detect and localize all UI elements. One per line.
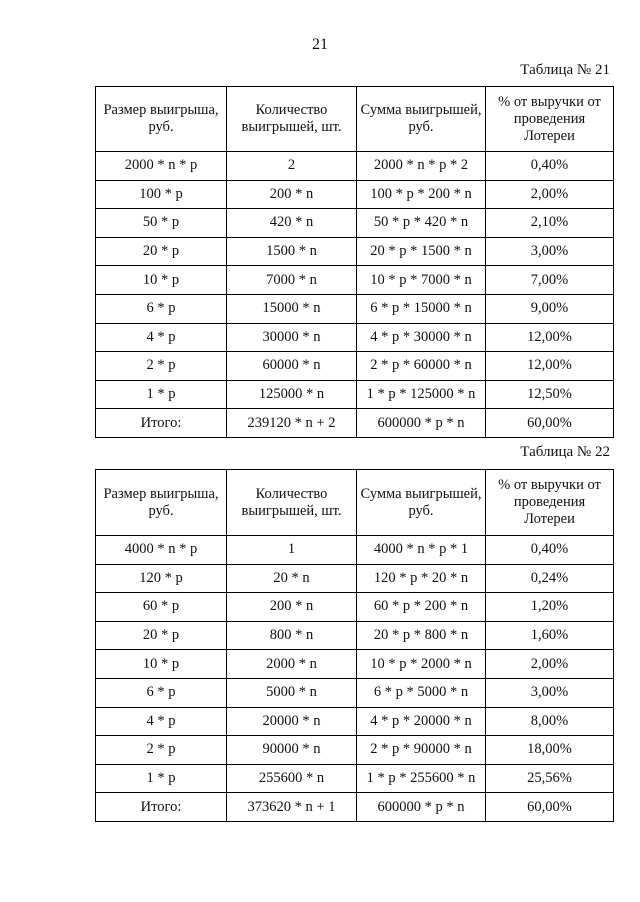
cell-prize-sum: 100 * p * 200 * n (357, 180, 486, 209)
cell-prize-sum: 6 * p * 15000 * n (357, 294, 486, 323)
cell-prize-size: 4000 * n * p (96, 536, 227, 565)
table-row (96, 736, 614, 765)
cell-prize-count: 30000 * n (227, 323, 357, 352)
cell-prize-count: 420 * n (227, 209, 357, 238)
cell-prize-count: 800 * n (227, 621, 357, 650)
cell-prize-size: 2 * p (96, 352, 227, 381)
cell-prize-size: 6 * p (96, 294, 227, 323)
cell-prize-size: 4 * p (96, 323, 227, 352)
table-row (96, 266, 614, 295)
header-prize-sum: Сумма выигрышей, руб. (357, 87, 486, 152)
table-row (96, 764, 614, 793)
cell-prize-sum: 4 * p * 20000 * n (357, 707, 486, 736)
table-row (96, 209, 614, 238)
cell-prize-count: 20 * n (227, 564, 357, 593)
cell-revenue-percent: 1,60% (486, 621, 614, 650)
cell-prize-size: 6 * p (96, 678, 227, 707)
cell-prize-sum: 600000 * p * n (357, 793, 486, 822)
cell-revenue-percent: 12,50% (486, 380, 614, 409)
table-row (96, 564, 614, 593)
cell-revenue-percent: 8,00% (486, 707, 614, 736)
cell-revenue-percent: 2,00% (486, 650, 614, 679)
table-row (96, 707, 614, 736)
table-22-caption: Таблица № 22 (520, 444, 610, 460)
cell-prize-sum: 1 * p * 255600 * n (357, 764, 486, 793)
header-prize-size: Размер выигрыша, руб. (96, 470, 227, 536)
cell-prize-count: 2000 * n (227, 650, 357, 679)
cell-prize-count: 200 * n (227, 180, 357, 209)
cell-prize-size: 100 * p (96, 180, 227, 209)
cell-revenue-percent: 3,00% (486, 678, 614, 707)
cell-prize-count: 2 (227, 152, 357, 181)
cell-revenue-percent: 25,56% (486, 764, 614, 793)
table-row (96, 352, 614, 381)
cell-prize-sum: 20 * p * 800 * n (357, 621, 486, 650)
cell-prize-size: 10 * p (96, 266, 227, 295)
cell-prize-count: 1500 * n (227, 237, 357, 266)
table-row (96, 237, 614, 266)
cell-prize-count: 20000 * n (227, 707, 357, 736)
cell-prize-size: 120 * p (96, 564, 227, 593)
cell-prize-count: 255600 * n (227, 764, 357, 793)
cell-prize-count: 200 * n (227, 593, 357, 622)
cell-prize-size: 2000 * n * p (96, 152, 227, 181)
cell-prize-size: Итого: (96, 409, 227, 438)
table-row (96, 409, 614, 438)
cell-prize-sum: 2 * p * 90000 * n (357, 736, 486, 765)
cell-prize-size: 4 * p (96, 707, 227, 736)
cell-prize-sum: 6 * p * 5000 * n (357, 678, 486, 707)
table-row (96, 536, 614, 565)
header-prize-count: Количество выигрышей, шт. (227, 470, 357, 536)
cell-prize-sum: 120 * p * 20 * n (357, 564, 486, 593)
cell-prize-sum: 4 * p * 30000 * n (357, 323, 486, 352)
page-number: 21 (312, 36, 328, 53)
table-row (96, 621, 614, 650)
cell-prize-count: 125000 * n (227, 380, 357, 409)
cell-prize-sum: 2 * p * 60000 * n (357, 352, 486, 381)
cell-prize-sum: 60 * p * 200 * n (357, 593, 486, 622)
cell-prize-count: 60000 * n (227, 352, 357, 381)
cell-prize-count: 373620 * n + 1 (227, 793, 357, 822)
table-row (96, 323, 614, 352)
cell-revenue-percent: 2,00% (486, 180, 614, 209)
header-prize-sum: Сумма выигрышей, руб. (357, 470, 486, 536)
header-revenue-percent: % от выручки от проведения Лотереи (486, 87, 614, 152)
cell-prize-sum: 4000 * n * p * 1 (357, 536, 486, 565)
table-row (96, 650, 614, 679)
table-row (96, 180, 614, 209)
table-row (96, 593, 614, 622)
cell-revenue-percent: 12,00% (486, 323, 614, 352)
table-row (96, 678, 614, 707)
cell-prize-count: 7000 * n (227, 266, 357, 295)
cell-prize-size: 20 * p (96, 621, 227, 650)
table-21-caption: Таблица № 21 (520, 62, 610, 78)
cell-prize-size: 1 * p (96, 380, 227, 409)
cell-prize-sum: 50 * p * 420 * n (357, 209, 486, 238)
cell-prize-count: 1 (227, 536, 357, 565)
cell-prize-count: 239120 * n + 2 (227, 409, 357, 438)
table-row (96, 793, 614, 822)
cell-revenue-percent: 12,00% (486, 352, 614, 381)
cell-prize-count: 5000 * n (227, 678, 357, 707)
cell-revenue-percent: 18,00% (486, 736, 614, 765)
cell-revenue-percent: 1,20% (486, 593, 614, 622)
cell-revenue-percent: 2,10% (486, 209, 614, 238)
cell-revenue-percent: 60,00% (486, 793, 614, 822)
cell-prize-size: 2 * p (96, 736, 227, 765)
table-row (96, 152, 614, 181)
table-row (96, 380, 614, 409)
cell-revenue-percent: 0,24% (486, 564, 614, 593)
table-header-row (96, 87, 614, 152)
cell-prize-size: 1 * p (96, 764, 227, 793)
header-revenue-percent: % от выручки от проведения Лотереи (486, 470, 614, 536)
cell-prize-sum: 2000 * n * p * 2 (357, 152, 486, 181)
cell-prize-count: 15000 * n (227, 294, 357, 323)
cell-prize-sum: 10 * p * 7000 * n (357, 266, 486, 295)
prize-table-22 (95, 469, 614, 822)
cell-revenue-percent: 9,00% (486, 294, 614, 323)
cell-revenue-percent: 3,00% (486, 237, 614, 266)
cell-prize-sum: 600000 * p * n (357, 409, 486, 438)
table-header-row (96, 470, 614, 536)
table-row (96, 294, 614, 323)
cell-prize-size: Итого: (96, 793, 227, 822)
cell-prize-size: 10 * p (96, 650, 227, 679)
cell-prize-size: 50 * p (96, 209, 227, 238)
cell-revenue-percent: 0,40% (486, 152, 614, 181)
cell-prize-size: 20 * p (96, 237, 227, 266)
header-prize-size: Размер выигрыша, руб. (96, 87, 227, 152)
cell-prize-sum: 20 * p * 1500 * n (357, 237, 486, 266)
header-prize-count: Количество выигрышей, шт. (227, 87, 357, 152)
cell-revenue-percent: 0,40% (486, 536, 614, 565)
cell-prize-count: 90000 * n (227, 736, 357, 765)
prize-table-21 (95, 86, 614, 438)
cell-revenue-percent: 60,00% (486, 409, 614, 438)
cell-prize-sum: 1 * p * 125000 * n (357, 380, 486, 409)
cell-prize-size: 60 * p (96, 593, 227, 622)
cell-revenue-percent: 7,00% (486, 266, 614, 295)
cell-prize-sum: 10 * p * 2000 * n (357, 650, 486, 679)
